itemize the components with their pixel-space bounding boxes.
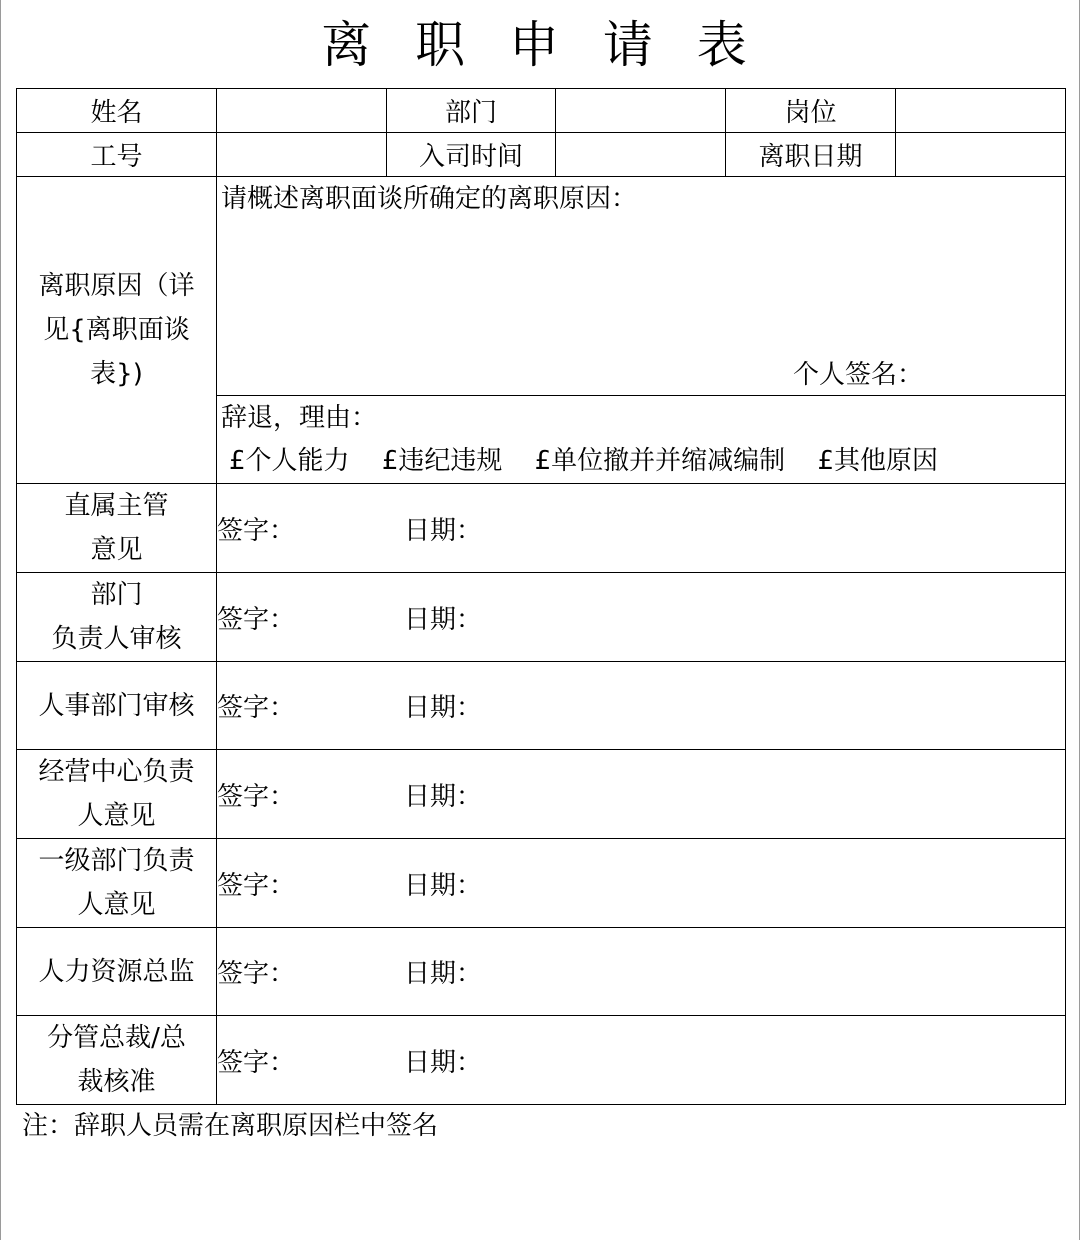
position-field[interactable]	[896, 89, 1066, 133]
approval-sign-cell[interactable]	[217, 928, 1066, 1016]
option-discipline-violation[interactable]: £违纪违规	[381, 446, 503, 476]
approval-label	[17, 484, 217, 573]
reason-label	[17, 177, 217, 484]
personal-signature-label: 个人签名：	[792, 360, 923, 390]
employee-id-field[interactable]	[217, 133, 387, 177]
dismissal-label: 辞退，理由：	[221, 403, 378, 433]
approval-label-line: 裁核准	[77, 1067, 156, 1097]
sign-label: 签字：	[217, 870, 296, 901]
date-label: 日期：	[404, 870, 483, 901]
date-label: 日期：	[404, 604, 483, 635]
approval-label-line: 人意见	[77, 890, 156, 920]
approval-sign-cell[interactable]	[217, 750, 1066, 839]
leave-date-label: 离职日期	[726, 133, 896, 177]
reason-label-line: 见{离职面谈	[43, 315, 190, 345]
approval-label-line: 一级部门负责	[38, 846, 195, 876]
approval-row	[17, 928, 1066, 1016]
approval-sign-cell[interactable]	[217, 662, 1066, 750]
approval-label-line: 分管总裁/总	[47, 1023, 186, 1053]
option-personal-ability[interactable]: £个人能力	[229, 446, 350, 476]
position-label: 岗位	[726, 89, 896, 133]
option-unit-merger[interactable]: £单位撤并并缩减编制	[534, 446, 786, 476]
option-other-reason[interactable]: £其他原因	[817, 446, 938, 476]
sign-label: 签字：	[217, 604, 296, 635]
approval-label-line: 人事部门审核	[38, 690, 195, 721]
approval-label	[17, 750, 217, 839]
reason-label-line: 表})	[90, 359, 143, 389]
sign-label: 签字：	[217, 693, 296, 723]
dept-label: 部门	[387, 89, 556, 133]
reason-description-cell[interactable]	[217, 177, 1066, 396]
approval-label-line: 人力资源总监	[38, 956, 195, 987]
sign-label: 签字：	[217, 515, 296, 546]
dept-field[interactable]	[556, 89, 726, 133]
join-date-label: 入司时间	[387, 133, 556, 177]
employee-id-label: 工号	[17, 133, 217, 177]
header-row-1	[17, 89, 1066, 133]
date-label: 日期：	[404, 1047, 483, 1078]
leave-date-field[interactable]	[896, 133, 1066, 177]
reason-label-line: 离职原因（详	[38, 271, 195, 301]
approval-label-line: 直属主管	[64, 491, 169, 521]
approval-label	[17, 928, 217, 1016]
approval-sign-cell[interactable]	[217, 573, 1066, 662]
approval-label-line: 负责人审核	[51, 624, 182, 654]
sign-label: 签字：	[217, 1047, 296, 1078]
date-label: 日期：	[404, 515, 483, 546]
sign-label: 签字：	[217, 781, 296, 812]
form-title: 离 职 申 请 表	[321, 16, 761, 74]
date-label: 日期：	[404, 781, 483, 812]
approval-label-line: 意见	[90, 535, 143, 565]
approval-row	[17, 839, 1066, 928]
name-field[interactable]	[217, 89, 387, 133]
name-label: 姓名	[17, 89, 217, 133]
resignation-form-table	[16, 88, 1066, 1105]
approval-label	[17, 662, 217, 750]
approval-row	[17, 662, 1066, 750]
approval-label-line: 经营中心负责	[38, 757, 195, 787]
join-date-field[interactable]	[556, 133, 726, 177]
approval-label-line: 人意见	[77, 801, 156, 831]
approval-sign-cell[interactable]	[217, 484, 1066, 573]
reason-prompt: 请概述离职面谈所确定的离职原因：	[221, 184, 638, 214]
approval-row	[17, 750, 1066, 839]
dismissal-options	[229, 441, 962, 481]
approval-label	[17, 573, 217, 662]
approval-row	[17, 484, 1066, 573]
approval-sign-cell[interactable]	[217, 1016, 1066, 1105]
approval-label	[17, 1016, 217, 1105]
approval-row	[17, 1016, 1066, 1105]
reason-row	[17, 177, 1066, 396]
sign-label: 签字：	[217, 959, 296, 989]
dismissal-cell	[217, 396, 1066, 484]
approval-label-line: 部门	[90, 580, 143, 610]
approval-label	[17, 839, 217, 928]
approval-sign-cell[interactable]	[217, 839, 1066, 928]
approval-row	[17, 573, 1066, 662]
date-label: 日期：	[404, 959, 483, 989]
date-label: 日期：	[404, 693, 483, 723]
header-row-2	[17, 133, 1066, 177]
footer-note: 注：辞职人员需在离职原因栏中签名	[22, 1111, 439, 1141]
